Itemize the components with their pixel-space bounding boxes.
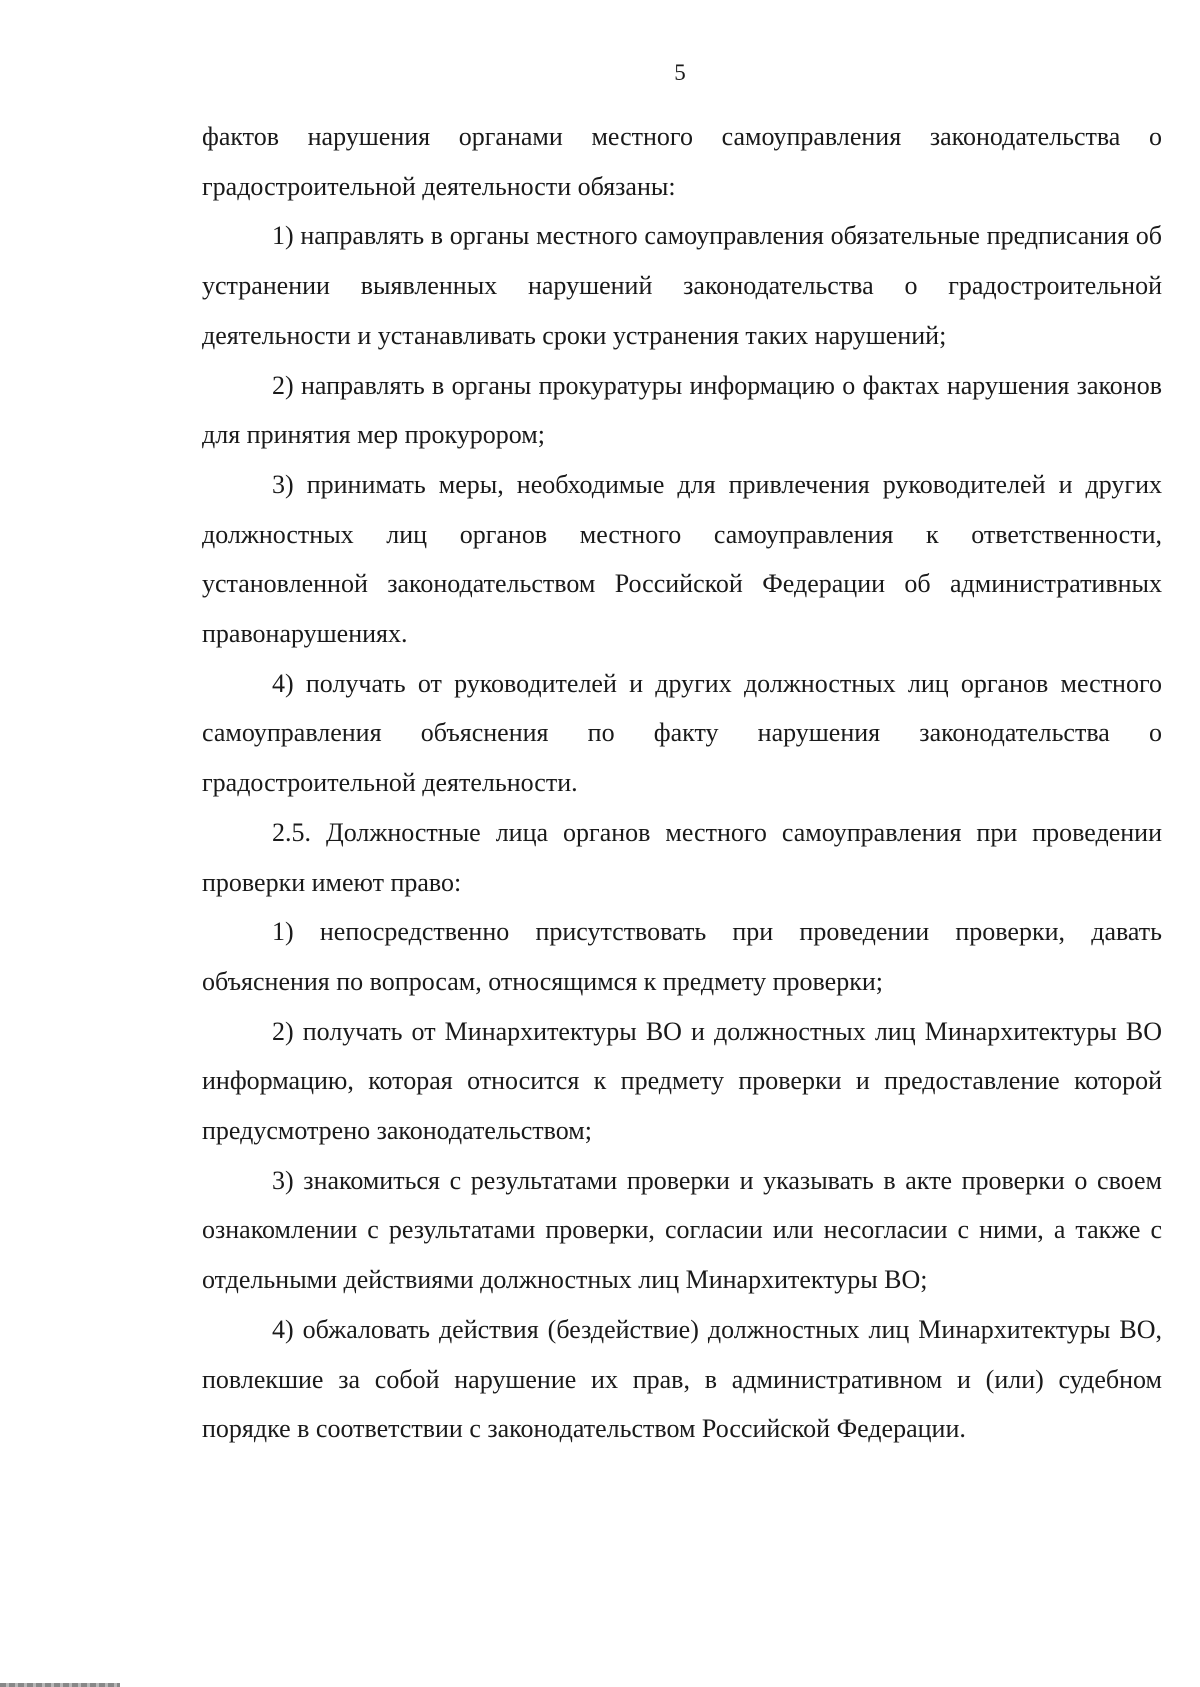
scan-artifact (0, 1683, 120, 1687)
paragraph-right-2: 2) получать от Минархитектуры ВО и должностных лиц Минархитектуры ВО информацию, которая относится к предмету проверки и предоставление которой предусмотрено законодательством; (202, 1016, 1162, 1146)
paragraph-item-1: 1) направлять в органы местного самоуправления обязательные предписания об устранении выявленных нарушений законодательства о градостроительной деятельности и устанавливать сроки устранения таких нарушений; (202, 221, 1162, 350)
document-body (202, 112, 1162, 1454)
paragraph-section-2-5: 2.5. Должностные лица органов местного самоуправления при проведении проверки имеют право: (202, 817, 1162, 897)
paragraph-item-4: 4) получать от руководителей и других должностных лиц органов местного самоуправления объяснения по факту нарушения законодательства о градостроительной деятельности. (202, 668, 1162, 798)
paragraph-item-3: 3) принимать меры, необходимые для привлечения руководителей и других должностных лиц органов местного самоуправления к ответственности, установленной законодательством Российской Федерации об административных правонарушениях. (202, 469, 1162, 649)
paragraph-intro: фактов нарушения органами местного самоуправления законодательства о градостроительной деятельности обязаны: (202, 122, 1162, 201)
paragraph-right-4: 4) обжаловать действия (бездействие) должностных лиц Минархитектуры ВО, повлекшие за собой нарушение их прав, в административном и (или) судебном порядке в соответствии с законодательством Российской Федерации. (202, 1314, 1162, 1444)
paragraph-item-2: 2) направлять в органы прокуратуры информацию о фактах нарушения законов для принятия мер прокурором; (202, 370, 1162, 450)
paragraph-right-1: 1) непосредственно присутствовать при проведении проверки, давать объяснения по вопросам, относящимся к предмету проверки; (202, 917, 1162, 996)
paragraph-right-3: 3) знакомиться с результатами проверки и указывать в акте проверки о своем ознакомлении с результатами проверки, согласии или несогласии с ними, а также с отдельными действиями должностных лиц Минархитектуры ВО; (202, 1165, 1162, 1295)
page-number: 5 (674, 60, 686, 85)
